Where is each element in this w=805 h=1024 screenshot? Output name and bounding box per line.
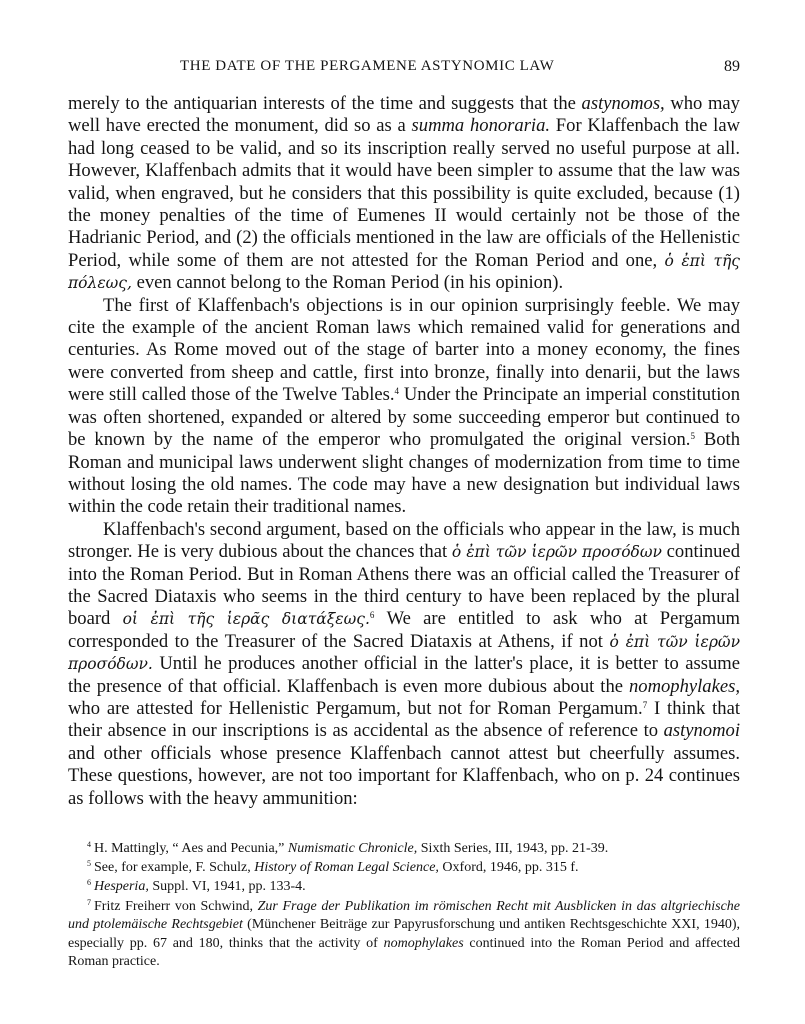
text-run: See, for example, F. Schulz, [94,860,255,876]
footnote [68,840,740,859]
italic-text: summa honoraria. [411,115,551,137]
greek-phrase: ὁ ἐπὶ τῶν ἱερῶν προσόδων. [68,632,740,674]
body-paragraph [68,519,740,810]
footnote-marker: 6 [87,878,91,888]
footnote-reference: 5 [690,431,695,442]
footnote [68,859,740,878]
text-run: The first of Klaffenbach's objections is in our opinion surprisingly feeble. We may cite the example of the ancient Roman laws which remained valid for generations and centuries. As Rome moved out of the stage of barter into a money economy, the fines were converted from sheep and cattle, first into bronze, finally into denarii, but the laws were still called those of the Twelve Tables. [68,294,740,406]
footnote-reference: 6 [369,610,375,621]
italic-text: Hesperia, [94,879,149,895]
text-run: and other officials whose presence Klaffenbach cannot attest but cheerfully assumes. These questions, however, are not too important for Klaffenbach, who on p. 24 continues as follows with the heavy ammunition: [68,742,740,809]
text-run: Klaffenbach's second argument, based on the officials who appear in the law, is much stronger. He is very dubious about the chances that [68,518,740,563]
text-run: Both Roman and municipal laws underwent slight changes of modernization from time to time without losing the old names. The code may have a new designation but individual laws within the code retain their traditional names. [68,429,741,518]
text-run: who are attested for Hellenistic Pergamum, but not for Roman Pergamum. [68,697,643,719]
body-paragraph [68,93,740,295]
text-run: Fritz Freiherr von Schwind, [94,898,258,914]
text-run: Until he produces another official in the latter's place, it is better to assume the presence of that official. Klaffenbach is even more dubious about the [68,653,740,697]
footnote-reference: 4 [394,386,400,397]
italic-text: astynomoi [663,720,740,742]
running-title: THE DATE OF THE PERGAMENE ASTYNOMIC LAW [180,58,555,74]
greek-phrase: οἱ ἐπὶ τῆς ἱερᾶς διατάξεως. [122,610,370,629]
text-run: Oxford, 1946, pp. 315 f. [438,860,579,876]
italic-text: Numismatic Chronicle, [287,841,418,856]
text-run: merely to the antiquarian interests of the time and suggests that the [68,93,582,114]
italic-text: Zur Frage der Publikation im römischen Recht mit Ausblicken in das altgriechische und ptolemäische Rechtsgebiet [68,898,741,933]
italic-text: History of Roman Legal Science, [254,860,439,876]
text-run: even cannot belong to the Roman Period (in his opinion). [131,272,564,294]
text-run: continued into the Roman Period and affected Roman practice. [68,935,740,970]
text-run: Under the Principate an imperial constitution was often shortened, expanded or altered by some succeeding emperor but continued to be known by the name of the emperor who promulgated the original version. [68,384,740,451]
text-run: H. Mattingly, “ Aes and Pecunia,” [94,841,288,856]
text-run: continued into the Roman Period. But in Roman Athens there was an official called the Treasurer of the Sacred Diataxis who seems in the third century to have been replaced by the plural board [68,541,740,630]
running-header [68,58,740,82]
text-run: (Münchener Beiträge zur Papyrusforschung und antiken Rechtsgeschichte XXI, 1940), especially pp. 67 and 180, thinks that the activity of [68,917,740,951]
text-run: Sixth Series, III, 1943, pp. 21-39. [417,841,609,856]
footnote [68,878,740,897]
footnote-marker: 7 [87,897,91,907]
footnote [68,898,740,972]
text-run: who may well have erected the monument, did so as a [68,93,740,137]
text-run: We are entitled to ask who at Pergamum corresponded to the Treasurer of the Sacred Diataxis at Athens, if not [68,608,740,652]
page-number: 89 [724,58,740,75]
footnote-marker: 5 [87,859,91,869]
body-text [68,93,740,810]
body-paragraph [68,295,740,519]
text-run: Suppl. VI, 1941, pp. 133-4. [148,879,306,895]
italic-text: nomophylakes, [628,675,740,697]
greek-phrase: ὁ ἐπὶ τῆς πόλεως, [68,251,740,293]
footnotes [68,840,740,973]
text-run: For Klaffenbach the law had long ceased to be valid, and so its inscription really served no useful purpose at all. However, Klaffenbach admits that it would have been simpler to assume that the law was valid, when engraved, but he considers that this possibility is quite excluded, because (1) the money penalties of the time of Eumenes II would certainly not be those of the Hadrianic Period, and (2) the officials mentioned in the law are officials of the Hellenistic Period, while some of them are not attested for the Roman Period and one, [68,115,741,271]
italic-text: nomophylakes [383,935,464,951]
greek-phrase: ὁ ἐπὶ τῶν ἱερῶν προσόδων [451,543,662,562]
text-run: I think that their absence in our inscriptions is as accidental as the absence of reference to [68,697,740,742]
footnote-reference: 7 [642,699,648,710]
italic-text: astynomos, [581,93,665,114]
footnote-marker: 4 [87,840,91,849]
